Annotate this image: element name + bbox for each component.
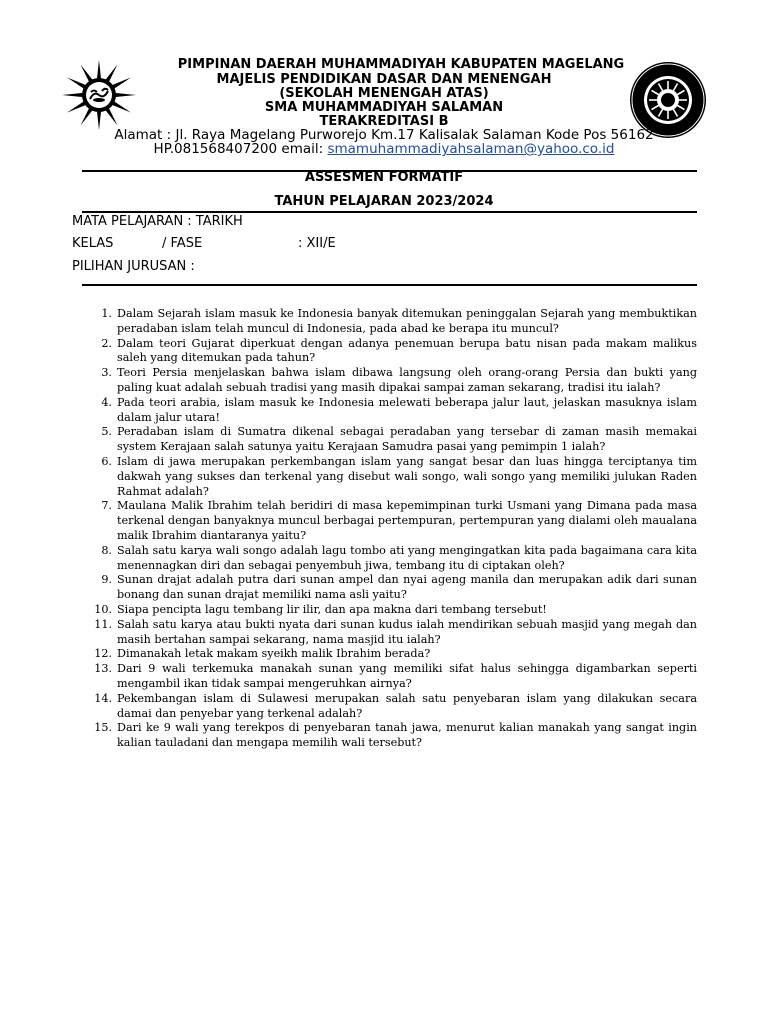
question-number: 10. <box>94 602 112 616</box>
question-number: 7. <box>101 499 112 513</box>
subject-line: MATA PELAJARAN : TARIKH <box>72 214 243 229</box>
question-text: Sunan drajat adalah putra dari sunan ampel dan nyai ageng manila dan merupakan adik dari sunan bonang dan sunan drajat memiliki nama asli yaitu? <box>117 573 697 602</box>
question-number: 6. <box>101 454 112 468</box>
title-divider <box>82 211 697 213</box>
school-name: SMA MUHAMMADIYAH SALAMAN <box>264 100 504 115</box>
question-number: 8. <box>101 543 112 557</box>
question-item <box>88 692 697 722</box>
question-item <box>88 455 697 499</box>
question-item <box>88 366 697 396</box>
question-number: 11. <box>94 617 112 631</box>
question-item <box>88 618 697 648</box>
question-text: Pada teori arabia, islam masuk ke Indonesia melewati beberapa jalur laut, jelaskan masuknya islam dalam jalur utara! <box>117 395 697 424</box>
question-item <box>88 721 697 751</box>
question-text: Salah satu karya atau bukti nyata dari sunan kudus ialah mendirikan sebuah masjid yang megah dan masih bertahan sampai sekarang, nama masjid itu ialah? <box>117 617 697 646</box>
header-line-1: PIMPINAN DAERAH MUHAMMADIYAH KABUPATEN MAGELANG <box>177 57 625 72</box>
question-item <box>88 499 697 543</box>
question-number: 13. <box>94 662 112 676</box>
phone-text: HP.081568407200 email: <box>153 141 328 157</box>
question-number: 1. <box>101 307 112 320</box>
question-item <box>88 425 697 455</box>
question-item <box>88 544 697 574</box>
question-number: 5. <box>101 425 112 439</box>
question-number: 15. <box>94 721 112 735</box>
email-link[interactable]: smamuhammadiyahsalaman@yahoo.co.id <box>327 141 615 157</box>
question-item <box>88 573 697 603</box>
jurusan-line: PILIHAN JURUSAN : <box>72 259 195 274</box>
question-text: Peradaban islam di Sumatra dikenal sebagai peradaban yang tersebar di zaman masih memakai system Kerajaan salah satunya yaitu Kerajaan Samudra pasai yang pemimpin 1 ialah? <box>117 425 697 454</box>
school-address: Alamat : Jl. Raya Magelang Purworejo Km.17 Kalisalak Salaman Kode Pos 56162 <box>114 127 654 143</box>
info-divider <box>82 284 697 286</box>
question-text: Dalam Sejarah islam masuk ke Indonesia banyak ditemukan peninggalan Sejarah yang membuktikan peradaban islam telah muncul di Indonesia, pada abad ke berapa itu muncul? <box>117 307 697 335</box>
assessment-title: ASSESMEN FORMATIF <box>304 170 464 185</box>
question-item <box>88 662 697 692</box>
question-text: Maulana Malik Ibrahim telah beridiri di masa kepemimpinan turki Usmani yang Dimana pada masa terkenal dengan banyaknya muncul berbagai pertempuran, pertempuran yang dialami oleh maualana malik Ibrahim diantaranya yaitu? <box>117 499 697 542</box>
academic-year: TAHUN PELAJARAN 2023/2024 <box>274 194 494 209</box>
question-text: Dari 9 wali terkemuka manakah sunan yang memiliki sifat halus sehingga digambarkan seperti mengambil ikan tidak sampai mengeruhkan airnya? <box>117 662 697 690</box>
accreditation: TERAKREDITASI B <box>319 114 449 129</box>
question-item <box>88 307 697 337</box>
kelas-label: KELAS <box>72 236 114 251</box>
question-number: 3. <box>101 366 112 380</box>
question-item <box>88 396 697 426</box>
question-text: Dari ke 9 wali yang terekpos di penyebaran tanah jawa, menurut kalian manakah yang sangat ingin kalian tauladani dan mengapa memilih wali tersebut? <box>117 721 697 750</box>
question-text: Dimanakah letak makam syeikh malik Ibrahim berada? <box>117 647 431 661</box>
contact-line <box>0 142 768 157</box>
header-line-2: MAJELIS PENDIDIKAN DASAR DAN MENENGAH <box>216 72 552 87</box>
question-number: 2. <box>101 336 112 350</box>
question-item <box>88 603 697 618</box>
kelas-value: : XII/E <box>298 236 336 251</box>
question-text: Dalam teori Gujarat diperkuat dengan adanya penemuan berupa batu nisan pada makam malikus saleh yang ditemukan pada tahun? <box>117 336 697 365</box>
question-list <box>88 307 697 751</box>
question-item <box>88 337 697 367</box>
question-number: 12. <box>94 647 112 661</box>
question-number: 9. <box>101 573 112 587</box>
question-text: Siapa pencipta lagu tembang lir ilir, dan apa makna dari tembang tersebut! <box>117 602 547 616</box>
fase-label: / FASE <box>162 236 203 251</box>
question-text: Teori Persia menjelaskan bahwa islam dibawa langsung oleh orang-orang Persia dan bukti yang paling kuat adalah sebuah tradisi yang masih dipakai sampai zaman sekarang, tradisi itu ialah? <box>117 366 697 394</box>
question-text: Islam di jawa merupakan perkembangan islam yang sangat besar dan luas hingga terciptanya tim dakwah yang sukses dan terkenal yang disebut wali songo, wali songo yang memiliki julukan Raden Rahmat adalah? <box>117 454 697 498</box>
question-item <box>88 647 697 662</box>
question-number: 14. <box>94 691 112 705</box>
header-line-3: (SEKOLAH MENENGAH ATAS) <box>279 86 489 101</box>
question-number: 4. <box>101 395 112 409</box>
question-text: Pekembangan islam di Sulawesi merupakan salah satu penyebaran islam yang dilakukan secara damai dan penyebar yang terkenal adalah? <box>117 691 697 720</box>
question-text: Salah satu karya wali songo adalah lagu tombo ati yang mengingatkan kita pada bagaimana cara kita menennagkan diri dan sebagai penyembuh jiwa, tembang itu di ciptakan oleh? <box>117 543 697 572</box>
